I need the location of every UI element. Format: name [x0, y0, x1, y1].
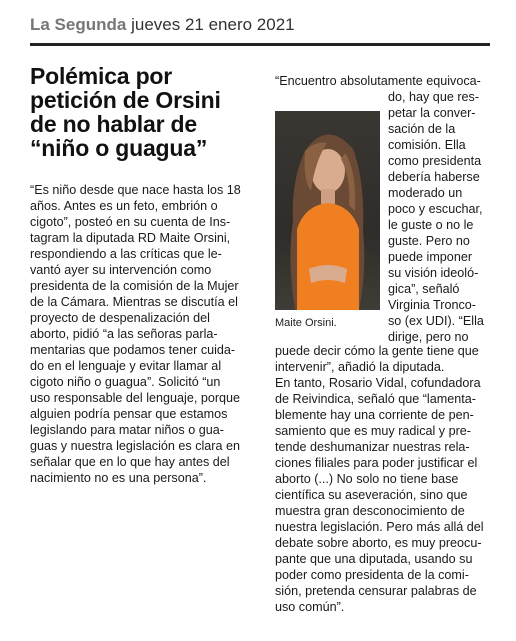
article-right-column-bottom: [275, 343, 491, 615]
publication-name: La Segunda: [30, 15, 127, 34]
article-right-narrow-column: [388, 89, 494, 345]
text-line: cigoto niño o guagua”. Solicitó “un: [30, 375, 221, 389]
headline-line: Polémica por: [30, 63, 173, 89]
text-line: blemente hay una corriente de pen-: [275, 408, 474, 422]
text-line: aborto (...) No solo no tiene base: [275, 472, 459, 486]
text-line: comisión. Ella: [388, 138, 466, 152]
text-line: uso común”.: [275, 600, 345, 614]
text-line: años. Antes es un feto, embrión o: [30, 199, 218, 213]
text-line: de Reivindica, señaló que “lamenta-: [275, 392, 476, 406]
text-line: so (ex UDI). “Ella: [388, 314, 484, 328]
headline-line: de no hablar de: [30, 111, 197, 137]
text-line: tagram la diputada RD Maite Orsini,: [30, 231, 231, 245]
text-line: señalar que en lo que hay antes del: [30, 455, 230, 469]
text-line: “Encuentro absolutamente equivoca-: [275, 74, 481, 88]
text-line: “Es niño desde que nace hasta los 18: [30, 183, 241, 197]
text-line: le guste o no le: [388, 218, 474, 232]
text-line: debería haberse: [388, 170, 480, 184]
text-line: puede imponer: [388, 250, 473, 264]
text-line: respondiendo a las críticas que le-: [30, 247, 222, 261]
text-line: alguien podría pensar que estamos: [30, 407, 228, 421]
text-line: tende deshumanizar nuestras rela-: [275, 440, 470, 454]
headline-line: petición de Orsini: [30, 87, 221, 113]
text-line: vantó ayer su intervención como: [30, 263, 212, 277]
text-line: dirige, pero no: [388, 330, 469, 344]
text-line: como presidenta: [388, 154, 482, 168]
text-line: pante que una diputada, usando su: [275, 552, 473, 566]
portrait-illustration: [275, 111, 380, 310]
text-line: mentarias que podamos tener cuida-: [30, 343, 236, 357]
text-line: su visión ideoló-: [388, 266, 479, 280]
text-line: nacimiento no es una persona”.: [30, 471, 207, 485]
text-line: petar la conver-: [388, 106, 476, 120]
text-line: do, hay que res-: [388, 90, 480, 104]
text-line: sión, pretenda censurar palabras de: [275, 584, 477, 598]
headline-line: “niño o guagua”: [30, 135, 208, 161]
text-line: presidenta de la comisión de la Mujer: [30, 279, 239, 293]
text-line: poco y escuchar,: [388, 202, 483, 216]
text-line: nuestra legislación. Pero más allá del: [275, 520, 484, 534]
headline: [30, 64, 260, 160]
text-line: Virginia Tronco-: [388, 298, 476, 312]
publication-date: jueves 21 enero 2021: [131, 15, 295, 34]
text-line: samiento que es muy radical y pre-: [275, 424, 471, 438]
text-line: legislando para matar niños o gua-: [30, 423, 224, 437]
text-line: cigoto”, posteó en su cuenta de Ins-: [30, 215, 231, 229]
article-right-column-top: [275, 73, 491, 89]
text-line: guste. Pero no: [388, 234, 470, 248]
text-line: ciones filiales para poder justificar el: [275, 456, 478, 470]
portrait-photo: [275, 111, 380, 310]
text-line: poder como presidenta de la comi-: [275, 568, 469, 582]
text-line: aborto, pidió “a las señoras parla-: [30, 327, 218, 341]
text-line: En tanto, Rosario Vidal, cofundadora: [275, 376, 481, 390]
text-line: sación de la: [388, 122, 456, 136]
text-line: gica”, señaló: [388, 282, 460, 296]
text-line: intervenir”, añadió la diputada.: [275, 360, 445, 374]
text-line: de la Cámara. Mientras se discutía el: [30, 295, 238, 309]
masthead: [30, 13, 490, 37]
text-line: debate sobre aborto, es muy preocu-: [275, 536, 482, 550]
text-line: moderado un: [388, 186, 463, 200]
text-line: proyecto de despenalización del: [30, 311, 210, 325]
text-line: puede decir cómo la gente tiene que: [275, 344, 479, 358]
header-rule: [30, 43, 490, 46]
text-line: guas y nuestra legislación es clara en: [30, 439, 241, 453]
text-line: científica su aseveración, sino que: [275, 488, 468, 502]
text-line: muestra gran desconocimiento de: [275, 504, 465, 518]
article-left-column: [30, 182, 262, 486]
photo-caption: Maite Orsini.: [275, 317, 337, 329]
text-line: uso responsable del lenguaje, porque: [30, 391, 241, 405]
text-line: do en el lenguaje y evitar llamar al: [30, 359, 222, 373]
